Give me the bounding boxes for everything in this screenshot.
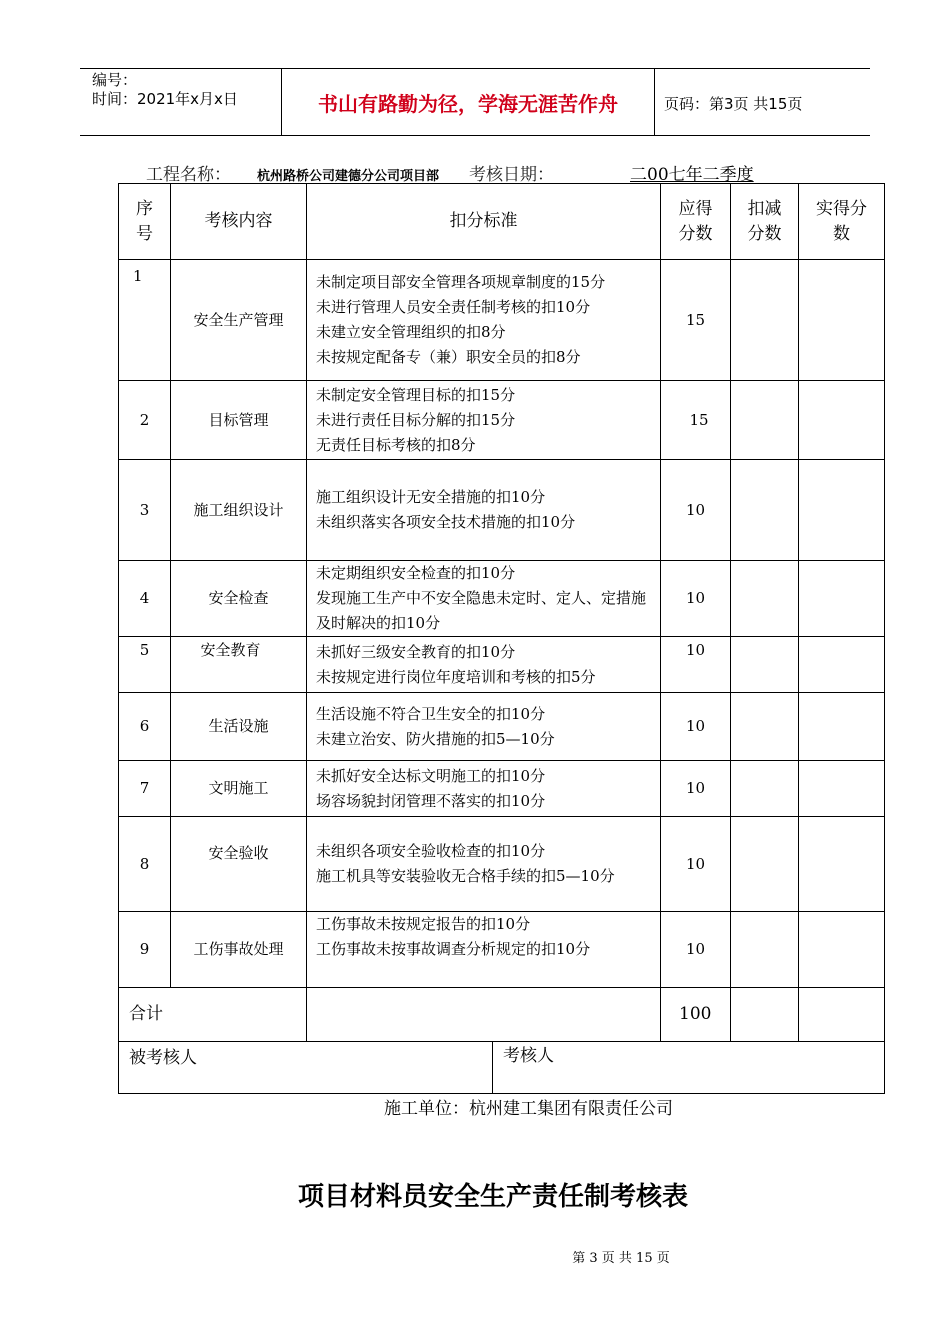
- document-header: [80, 68, 870, 136]
- header-divider-right: [654, 69, 655, 135]
- row-seq: 5: [119, 637, 171, 693]
- row-seq: 8: [119, 817, 171, 912]
- row-content: 安全检查: [171, 561, 307, 637]
- header-actual-score: 实得分数: [799, 184, 885, 260]
- assessee-cell: [119, 1042, 661, 1094]
- total-label: 合计: [119, 988, 307, 1042]
- row-deduct-score: [731, 381, 799, 460]
- assessment-date-value: 二00七年二季度: [630, 165, 754, 185]
- row-should-score: 10: [661, 761, 731, 817]
- row-content: 工伤事故处理: [171, 912, 307, 988]
- row-content: 安全教育: [171, 637, 307, 693]
- row-should-score: 10: [661, 817, 731, 912]
- table-row: [119, 912, 885, 988]
- row-deduct-score: [731, 817, 799, 912]
- row-deduct-score: [731, 260, 799, 381]
- row-seq: 6: [119, 693, 171, 761]
- total-score: 100: [661, 988, 731, 1042]
- row-actual-score: [799, 912, 885, 988]
- row-deduct-score: [731, 761, 799, 817]
- table-row: [119, 693, 885, 761]
- row-content: 安全验收: [171, 817, 307, 912]
- project-name-value: 杭州路桥公司建德分公司项目部: [257, 169, 440, 184]
- project-name-label: 工程名称：: [146, 165, 231, 185]
- table-row: [119, 561, 885, 637]
- row-deduct-score: [731, 912, 799, 988]
- row-should-score: 10: [661, 460, 731, 561]
- row-standards: 未组织各项安全验收检查的扣10分 施工机具等安装验收无合格手续的扣5—10分: [307, 817, 661, 912]
- total-row: [119, 988, 885, 1042]
- header-meta: [92, 71, 238, 109]
- row-seq: 4: [119, 561, 171, 637]
- time-label: 时间：2021年x月x日: [92, 90, 238, 108]
- number-label: 编号：: [92, 71, 138, 89]
- row-standards: 工伤事故未按规定报告的扣10分 工伤事故未按事故调查分析规定的扣10分: [307, 912, 661, 988]
- row-standards: 未抓好三级安全教育的扣10分 未按规定进行岗位年度培训和考核的扣5分: [307, 637, 661, 693]
- assessor-label: 考核人: [503, 1046, 554, 1066]
- row-should-score: 10: [661, 561, 731, 637]
- row-actual-score: [799, 761, 885, 817]
- page-footer: 第 3 页 共 15 页: [572, 1251, 670, 1266]
- row-actual-score: [799, 817, 885, 912]
- row-content: 文明施工: [171, 761, 307, 817]
- row-standards: 未制定安全管理目标的扣15分 未进行责任目标分解的扣15分 无责任目标考核的扣8分: [307, 381, 661, 460]
- table-row: [119, 817, 885, 912]
- row-content: 施工组织设计: [171, 460, 307, 561]
- assessor-cell-extension: [661, 1042, 885, 1094]
- table-row: [119, 761, 885, 817]
- header-content: 考核内容: [171, 184, 307, 260]
- row-actual-score: [799, 460, 885, 561]
- table-row: [119, 637, 885, 693]
- row-deduct-score: [731, 561, 799, 637]
- assessment-date-label: 考核日期：: [469, 165, 555, 185]
- row-seq: 1: [119, 260, 171, 381]
- assessee-label: 被考核人: [119, 1042, 493, 1093]
- construction-unit: 施工单位：杭州建工集团有限责任公司: [384, 1099, 673, 1119]
- row-should-score: 15: [661, 381, 731, 460]
- row-seq: 9: [119, 912, 171, 988]
- table-row: [119, 460, 885, 561]
- header-deduct-score: 扣减分数: [731, 184, 799, 260]
- row-should-score: 10: [661, 637, 731, 693]
- header-seq: 序号: [119, 184, 171, 260]
- table-row: [119, 260, 885, 381]
- motto: 书山有路勤为径，学海无涯苦作舟: [318, 91, 618, 116]
- page-indicator: 页码：第3页 共15页: [664, 95, 803, 113]
- row-actual-score: [799, 693, 885, 761]
- row-should-score: 15: [661, 260, 731, 381]
- next-form-title: 项目材料员安全生产责任制考核表: [297, 1182, 688, 1212]
- table-header-row: [119, 184, 885, 260]
- row-seq: 3: [119, 460, 171, 561]
- row-deduct-score: [731, 693, 799, 761]
- row-should-score: 10: [661, 912, 731, 988]
- row-should-score: 10: [661, 693, 731, 761]
- row-deduct-score: [731, 637, 799, 693]
- project-info-line: [146, 160, 754, 185]
- row-standards: 施工组织设计无安全措施的扣10分 未组织落实各项安全技术措施的扣10分: [307, 460, 661, 561]
- row-content: 安全生产管理: [171, 260, 307, 381]
- row-standards: 未定期组织安全检查的扣10分 发现施工生产中不安全隐患未定时、定人、定措施及时解决的扣10分: [307, 561, 661, 637]
- total-deduct: [731, 988, 799, 1042]
- row-content: 生活设施: [171, 693, 307, 761]
- row-standards: 未抓好安全达标文明施工的扣10分 场容场貌封闭管理不落实的扣10分: [307, 761, 661, 817]
- assessment-table: [118, 183, 885, 1094]
- row-deduct-score: [731, 460, 799, 561]
- row-seq: 2: [119, 381, 171, 460]
- row-actual-score: [799, 260, 885, 381]
- row-actual-score: [799, 637, 885, 693]
- row-actual-score: [799, 381, 885, 460]
- row-seq: 7: [119, 761, 171, 817]
- row-standards: 未制定项目部安全管理各项规章制度的15分 未进行管理人员安全责任制考核的扣10分 未建立安全管理组织的扣8分 未按规定配备专（兼）职安全员的扣8分: [307, 260, 661, 381]
- total-actual: [799, 988, 885, 1042]
- header-standard: 扣分标准: [307, 184, 661, 260]
- row-standards: 生活设施不符合卫生安全的扣10分 未建立治安、防火措施的扣5—10分: [307, 693, 661, 761]
- signature-row: [119, 1042, 885, 1094]
- row-content: 目标管理: [171, 381, 307, 460]
- table-row: [119, 381, 885, 460]
- row-actual-score: [799, 561, 885, 637]
- header-should-score: 应得分数: [661, 184, 731, 260]
- total-standards: [307, 988, 661, 1042]
